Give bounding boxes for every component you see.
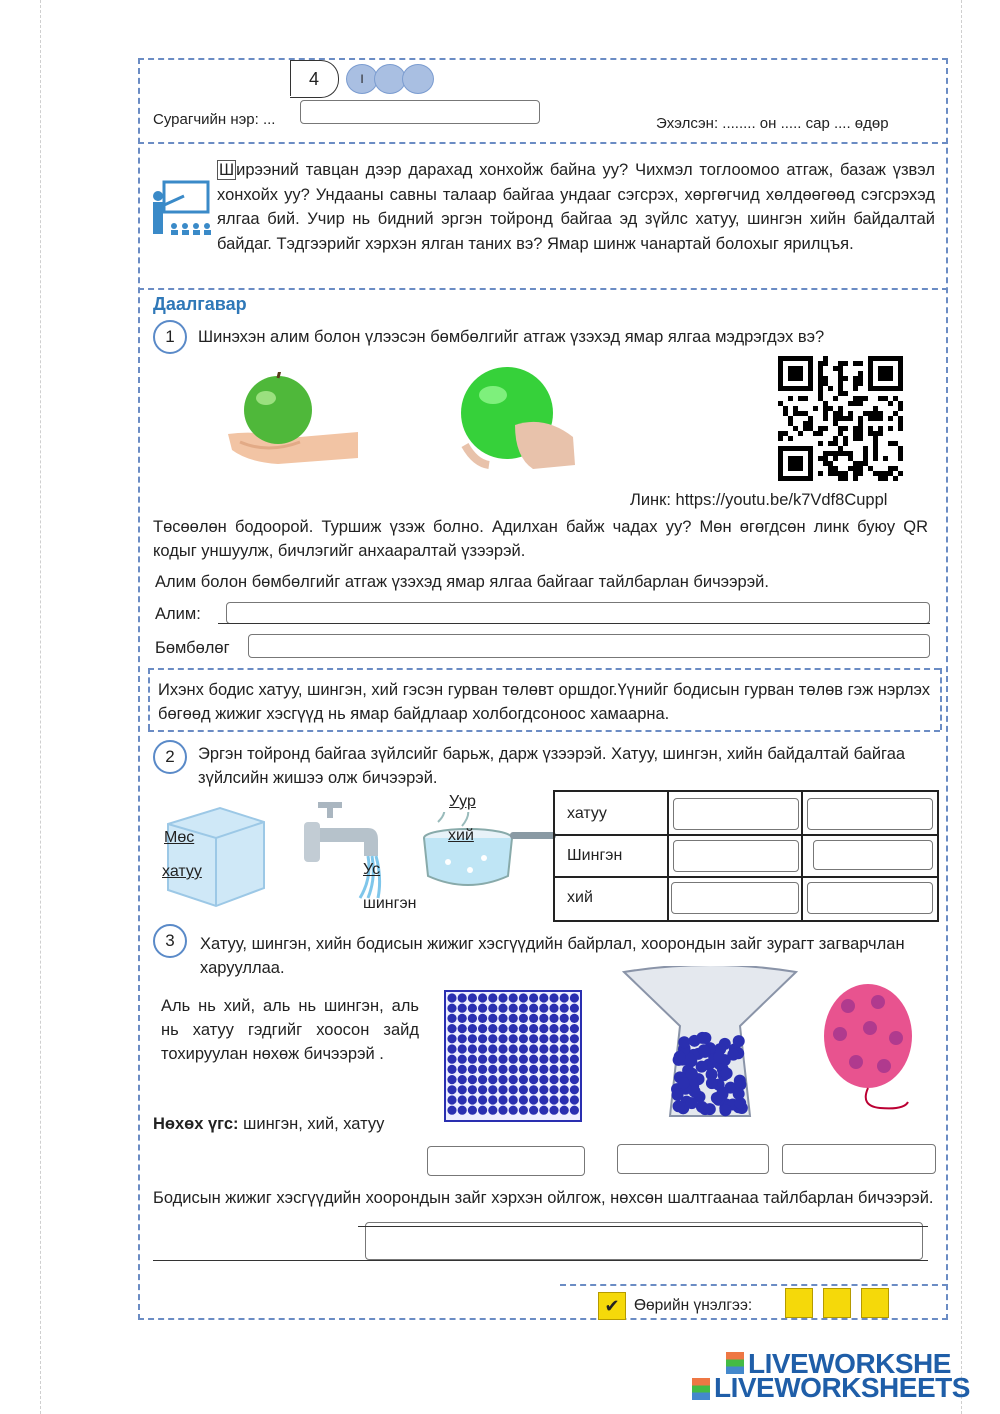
liquid-particle [721, 1067, 733, 1079]
solid-particle [549, 1065, 558, 1074]
solid-particle [539, 1055, 548, 1064]
gas-answer-1[interactable] [671, 882, 799, 914]
states-table [553, 790, 939, 922]
gas-particle [849, 1055, 863, 1069]
solid-particle [539, 1044, 548, 1053]
solid-particle [478, 1085, 487, 1094]
solid-particles-image [444, 990, 584, 1124]
ice-cube-image [160, 800, 270, 910]
solid-particle [498, 1034, 507, 1043]
solid-particle [498, 1044, 507, 1053]
liquid-particle [673, 1100, 685, 1112]
solid-particle [447, 1014, 456, 1023]
solid-particle [488, 1095, 497, 1104]
solid-particle [478, 1106, 487, 1115]
solid-particle [549, 1055, 558, 1064]
solid-particle [478, 1024, 487, 1033]
fill-words-list: шингэн, хий, хатуу [243, 1115, 385, 1133]
liquid-particle [678, 1077, 690, 1089]
liquid-particle [719, 1104, 731, 1116]
liquid-particle [704, 1103, 716, 1115]
gas-particle [863, 1021, 877, 1035]
solid-particle [447, 1085, 456, 1094]
solid-particle [498, 1085, 507, 1094]
explain-answer-input[interactable] [365, 1222, 923, 1260]
liquid-answer-1[interactable] [673, 840, 799, 872]
solid-particle [519, 1085, 528, 1094]
solid-particle [519, 1106, 528, 1115]
solid-particle [468, 1106, 477, 1115]
apple-in-hand-image [218, 372, 363, 472]
liquid-particle [696, 1061, 708, 1073]
solid-particle [519, 1055, 528, 1064]
solid-particle [529, 1075, 538, 1084]
solid-particle [468, 1034, 477, 1043]
solid-particle [509, 1065, 518, 1074]
gas-particle [889, 1031, 903, 1045]
solid-particle [539, 993, 548, 1002]
solid-particle [549, 1034, 558, 1043]
solid-particle [447, 1106, 456, 1115]
qr-code-graphic [778, 356, 908, 484]
solid-particle [468, 1014, 477, 1023]
solid-particle [560, 1065, 569, 1074]
gas-answer-2[interactable] [807, 882, 933, 914]
solid-particle [478, 1065, 487, 1074]
solid-particle [468, 1065, 477, 1074]
solid-particle [549, 1085, 558, 1094]
solid-particle [560, 1004, 569, 1013]
solid-particle [478, 1075, 487, 1084]
solid-particle [549, 1075, 558, 1084]
progress-roman: I [360, 72, 364, 86]
solid-particle [570, 1065, 579, 1074]
liquid-particle [706, 1077, 718, 1089]
solid-particle [570, 1095, 579, 1104]
liquid-particle [713, 1051, 725, 1063]
solid-particle [549, 1004, 558, 1013]
intro-drop-cap: Ш [219, 161, 235, 179]
table-row-label-solid: хатуу [567, 805, 607, 822]
solid-particle [529, 1106, 538, 1115]
liquid-particle [716, 1088, 728, 1100]
solid-particle [447, 1065, 456, 1074]
assessment-top [560, 1284, 948, 1286]
apple-underline [218, 623, 930, 624]
solid-particle [570, 1075, 579, 1084]
task2-question: Эргэн тойронд байгаа зүйлсийг барьж, дарж үзээрэй. Хатуу, шингэн, хийн байдалтай байгаа зүйлсийн жишээ олж бичээрэй. [198, 745, 906, 787]
solid-particle [509, 1055, 518, 1064]
solid-particle [488, 993, 497, 1002]
table-col-divider-1 [667, 792, 669, 920]
frame-right [946, 58, 948, 1320]
liquid-particle [699, 1032, 711, 1044]
header-divider [290, 60, 291, 96]
solid-particle [458, 1024, 467, 1033]
solid-particle [570, 1034, 579, 1043]
info-box-top [148, 668, 940, 670]
frame-top [138, 58, 948, 60]
solid-particle [468, 993, 477, 1002]
solid-particle [519, 1014, 528, 1023]
solid-particle [509, 1044, 518, 1053]
solid-particle [447, 1075, 456, 1084]
solid-particle [488, 1065, 497, 1074]
video-link[interactable]: Линк: https://youtu.be/k7Vdf8Cuppl [630, 491, 888, 509]
solid-particle [468, 1055, 477, 1064]
solid-particle [458, 1055, 467, 1064]
solid-particle [539, 1075, 548, 1084]
intro-paragraph [217, 158, 935, 256]
solid-particle [529, 1024, 538, 1033]
solid-particle [509, 1034, 518, 1043]
solid-particle [458, 1095, 467, 1104]
solid-particle [478, 1004, 487, 1013]
solid-particle [539, 1014, 548, 1023]
grade-tab [290, 60, 339, 98]
solid-particle [498, 1075, 507, 1084]
solid-particle [468, 1075, 477, 1084]
task3-explain: Бодисын жижиг хэсгүүдийн хоорондын зайг хэрхэн ойлгож, нөхсөн шалтгаанаа тайлбарлан бичээрэй. [153, 1189, 934, 1207]
solid-particle [478, 993, 487, 1002]
water-label: Ус [363, 861, 381, 878]
solid-answer-2[interactable] [807, 798, 933, 830]
solid-particle [468, 1044, 477, 1053]
liquid-particle [688, 1035, 700, 1047]
solid-particle [498, 1095, 507, 1104]
progress-dots [346, 64, 436, 94]
solid-particle [539, 1004, 548, 1013]
solid-particle [570, 1085, 579, 1094]
solid-particle [498, 1024, 507, 1033]
solid-particle [488, 1044, 497, 1053]
info-box-left [148, 668, 150, 730]
solid-particle [519, 1044, 528, 1053]
solid-particle [529, 1095, 538, 1104]
gas-particle [871, 995, 885, 1009]
liquid-particle [699, 1046, 711, 1058]
solid-particle [519, 993, 528, 1002]
solid-particle [519, 1065, 528, 1074]
solid-particle [488, 1004, 497, 1013]
solid-particle [560, 1095, 569, 1104]
liquid-particle [678, 1036, 690, 1048]
solid-particle [529, 1055, 538, 1064]
explain-underline-2 [153, 1260, 928, 1261]
apple-label: Алим: [155, 605, 201, 623]
solid-particle [498, 1014, 507, 1023]
liquid-particle [733, 1035, 745, 1047]
solid-particle [570, 1024, 579, 1033]
solid-particle [529, 1014, 538, 1023]
solid-particle [478, 1095, 487, 1104]
solid-particle [539, 1024, 548, 1033]
check-icon: ✔ [598, 1292, 626, 1320]
solid-particle [498, 1065, 507, 1074]
solid-particle [488, 1014, 497, 1023]
solid-state-input[interactable] [427, 1146, 585, 1176]
solid-particle [560, 1044, 569, 1053]
solid-particle [529, 993, 538, 1002]
liquid-state-input[interactable] [617, 1144, 769, 1174]
solid-particle [488, 1106, 497, 1115]
solid-particle [539, 1065, 548, 1074]
solid-particle [458, 1075, 467, 1084]
ice-state: хатуу [162, 863, 202, 880]
solid-particle [560, 1075, 569, 1084]
solid-particle [447, 1044, 456, 1053]
fill-words [153, 1112, 384, 1136]
imagine-text: Төсөөлөн бодоорой. Туршиж үзэж болно. Адилхан байж чадах уу? Мөн өгөгдсөн линк буюу QR кодыг уншуулж, бичлэгийг анхааралтай үзээрэй. [153, 518, 928, 560]
solid-particle [539, 1034, 548, 1043]
steam-state: хий [448, 827, 474, 844]
face-neutral-icon[interactable] [823, 1288, 851, 1318]
solid-particle [549, 1024, 558, 1033]
solid-particle [447, 1034, 456, 1043]
solid-particle [549, 1106, 558, 1115]
solid-particle [468, 1004, 477, 1013]
face-sad-icon[interactable] [861, 1288, 889, 1318]
solid-particle [570, 1055, 579, 1064]
task1-question: Шинэхэн алим болон үлээсэн бөмбөлгийг атгаж үзэхэд ямар ялгаа мэдрэгдэх вэ? [198, 328, 825, 346]
table-col-divider-2 [801, 792, 803, 920]
solid-particle [509, 1085, 518, 1094]
solid-particle [570, 1106, 579, 1115]
solid-particle [570, 1044, 579, 1053]
water-tap-image [298, 794, 398, 904]
table-row-divider-2 [555, 876, 937, 878]
solid-particle [498, 1106, 507, 1115]
intro-text: ирээний тавцан дээр дарахад хонхойж байна уу? Чихмэл тоглоомоо атгаж, базаж үзвэл хонхойх уу? Ундааны савны талаар байгаа ундааг сэгсрэх, хөргөгчид хөлдөөгөөд сэгсрэхэд ялгаа бий. Учир нь бидний эргэн тойронд байгаа эд зүйлс хатуу, шингэн хийн байдалтай байдаг. Тэдгээрийг хэрхэн ялган таних вэ? Ямар шинж чанартай болохыг ярилцъя. [217, 161, 935, 253]
solid-particle [549, 993, 558, 1002]
info-box-bottom [148, 730, 940, 732]
solid-particle [468, 1085, 477, 1094]
water-state: шингэн [363, 895, 417, 912]
solid-particle [447, 1024, 456, 1033]
liquid-particle [686, 1068, 698, 1080]
self-assessment-label: Өөрийн үнэлгээ: [634, 1297, 753, 1314]
solid-particle [509, 1004, 518, 1013]
solid-particle [560, 1034, 569, 1043]
solid-particle [488, 1024, 497, 1033]
solid-particle [560, 1014, 569, 1023]
solid-particle [458, 1065, 467, 1074]
gas-state-input[interactable] [782, 1144, 936, 1174]
progress-dot-3 [402, 64, 434, 94]
solid-particle [509, 1024, 518, 1033]
fill-words-label: Нөхөх үгс: [153, 1115, 239, 1133]
solid-particle [549, 1014, 558, 1023]
solid-particle [529, 1004, 538, 1013]
ice-label: Мөс [164, 829, 195, 846]
teacher-icon [148, 178, 216, 242]
solid-particle [509, 1075, 518, 1084]
solid-particle [458, 1014, 467, 1023]
solid-particle [519, 1075, 528, 1084]
solid-particle [488, 1085, 497, 1094]
liquid-particle [733, 1088, 745, 1100]
student-name-label: Сурагчийн нэр: ... [153, 111, 276, 128]
liquid-answer-2[interactable] [813, 840, 933, 870]
solid-particle [560, 993, 569, 1002]
solid-particle [529, 1044, 538, 1053]
solid-particle [447, 1095, 456, 1104]
grade-number: 4 [308, 69, 319, 89]
frame-bottom [138, 1318, 948, 1320]
liquid-particle [674, 1051, 686, 1063]
task3-instruction: Аль нь хий, аль нь шингэн, аль нь хатуу гэдгийг хоосон зайд тохируулан нөхөж бичээрэй . [161, 997, 419, 1063]
task1-number: 1 [153, 320, 187, 354]
gas-particle [841, 999, 855, 1013]
solid-particle [509, 993, 518, 1002]
task3-question: Хатуу, шингэн, хийн бодисын жижиг хэсгүүдийн байрлал, хоорондын зайг зурагт загварчлан харууллаа. [200, 935, 905, 977]
solid-particle [458, 1085, 467, 1094]
watermark-logo-1 [726, 1352, 744, 1374]
info-box-right [940, 668, 942, 730]
solid-particle [539, 1106, 548, 1115]
solid-particle [560, 1106, 569, 1115]
header-separator [138, 142, 948, 144]
solid-particle [458, 993, 467, 1002]
solid-particle [549, 1044, 558, 1053]
table-row-label-gas: хий [567, 889, 593, 906]
solid-particle [478, 1044, 487, 1053]
gas-particle [833, 1027, 847, 1041]
solid-particle [509, 1106, 518, 1115]
solid-particle [498, 1055, 507, 1064]
solid-particle [458, 1004, 467, 1013]
started-date-label: Эхэлсэн: ........ он ..... сар .... өдөр [656, 115, 889, 132]
solid-particle [539, 1095, 548, 1104]
task3-number: 3 [153, 924, 187, 958]
solid-particle [478, 1055, 487, 1064]
liquid-particle [686, 1097, 698, 1109]
solid-particle [488, 1034, 497, 1043]
watermark-line-2: LIVEWORKSHEETS [714, 1372, 970, 1403]
solid-particle [519, 1024, 528, 1033]
solid-particle [539, 1085, 548, 1094]
solid-particle [560, 1085, 569, 1094]
solid-particle [529, 1085, 538, 1094]
squeezed-ball-image [445, 365, 580, 475]
explain-text: Алим болон бөмбөлгийг атгаж үзэхэд ямар ялгаа байгааг тайлбарлан бичээрэй. [155, 573, 769, 591]
solid-particle [549, 1095, 558, 1104]
solid-answer-1[interactable] [673, 798, 799, 830]
table-row-divider-1 [555, 834, 937, 836]
table-row-label-liquid: Шингэн [567, 847, 623, 864]
solid-particle [478, 1034, 487, 1043]
solid-particle [560, 1024, 569, 1033]
solid-particle [458, 1044, 467, 1053]
solid-particle [447, 1055, 456, 1064]
solid-particle [447, 1004, 456, 1013]
info-box-text: Ихэнх бодис хатуу, шингэн, хий гэсэн гурван төлөвт оршдог.Үүнийг бодисын гурван төлөв гэж нэрлэх бөгөөд жижиг хэсгүүд нь ямар байдлаар холбогдсоноос хамаарна. [158, 681, 930, 723]
solid-particle [498, 1004, 507, 1013]
solid-particle [509, 1014, 518, 1023]
solid-particle [488, 1075, 497, 1084]
boiling-pot-image [418, 812, 558, 896]
balloon-answer-input[interactable] [248, 634, 930, 658]
solid-particle [509, 1095, 518, 1104]
solid-particle [447, 993, 456, 1002]
solid-particle [519, 1034, 528, 1043]
solid-particle [458, 1106, 467, 1115]
solid-particle [498, 993, 507, 1002]
liquid-particle [727, 1049, 739, 1061]
task2-number: 2 [153, 740, 187, 774]
solid-particle [570, 1014, 579, 1023]
solid-particle [570, 1004, 579, 1013]
explain-underline-1 [358, 1226, 928, 1227]
apple-answer-input[interactable] [226, 602, 930, 624]
watermark-line-1: LIVEWORKSHE [748, 1348, 951, 1379]
solid-particle [570, 993, 579, 1002]
qr-code[interactable] [778, 356, 908, 484]
solid-particle [529, 1065, 538, 1074]
intro-separator [138, 288, 948, 290]
solid-particle [458, 1034, 467, 1043]
solid-particle [468, 1095, 477, 1104]
solid-particle [468, 1024, 477, 1033]
tasks-title: Даалгавар [153, 294, 247, 314]
student-name-input[interactable] [300, 100, 540, 124]
watermark-logo-2 [692, 1378, 710, 1400]
liquid-particles-image [620, 966, 800, 1126]
solid-particle [488, 1055, 497, 1064]
frame-left [138, 58, 140, 1320]
gas-particles-image [820, 982, 920, 1122]
gas-particle [877, 1059, 891, 1073]
face-happy-icon[interactable] [785, 1288, 813, 1318]
solid-particle [519, 1095, 528, 1104]
solid-particle [560, 1055, 569, 1064]
solid-particle [529, 1034, 538, 1043]
solid-particle [519, 1004, 528, 1013]
steam-label: Уур [449, 793, 476, 810]
solid-particle [478, 1014, 487, 1023]
balloon-label: Бөмбөлөг [155, 639, 230, 657]
